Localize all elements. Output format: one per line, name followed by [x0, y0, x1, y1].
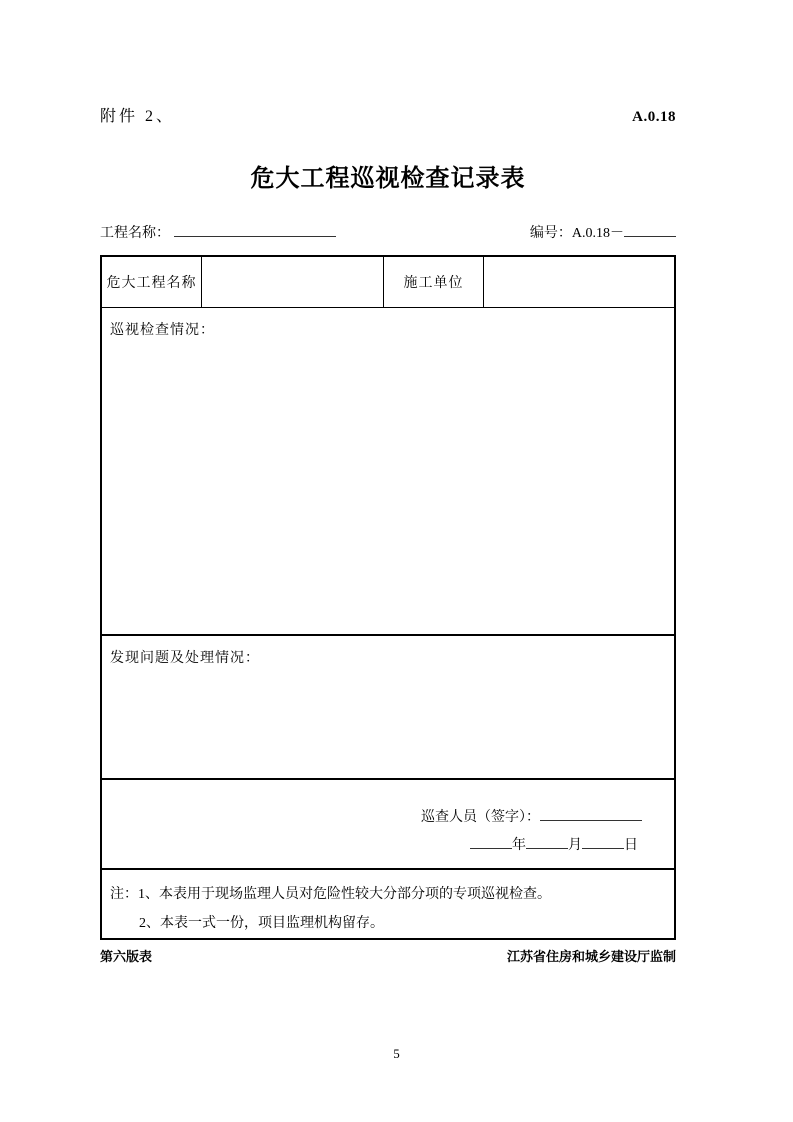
- form-code-label: A.0.18: [632, 109, 676, 125]
- form-number-prefix: A.0.18－: [571, 226, 624, 241]
- month-blank-line: [526, 836, 568, 849]
- day-blank-line: [582, 836, 624, 849]
- signer-line: [421, 804, 642, 832]
- patrol-inspection-section: [102, 308, 674, 636]
- problems-handling-label: 发现问题及处理情况：: [110, 651, 260, 667]
- form-number-field: [530, 222, 676, 242]
- year-blank-line: [470, 836, 512, 849]
- project-name-field: [100, 222, 336, 242]
- attachment-label: 附件 2、: [100, 108, 176, 125]
- day-label: 日: [624, 837, 638, 853]
- notes-section: [102, 870, 674, 938]
- note-line-2: 2、本表一式一份，项目监理机构留存。: [139, 915, 384, 931]
- signer-blank-line: [540, 808, 642, 821]
- footer-version-label: 第六版表: [100, 949, 153, 964]
- form-table: [100, 255, 676, 940]
- page-header: [100, 103, 676, 126]
- year-label: 年: [512, 837, 526, 853]
- form-number-label: 编号：: [529, 226, 572, 241]
- patrol-inspection-label: 巡视检查情况：: [110, 322, 215, 338]
- signer-label: 巡查人员（签字）：: [421, 809, 540, 825]
- note-line-1: 注：1、本表用于现场监理人员对危险性较大分部分项的专项巡视检查。: [110, 886, 551, 902]
- construction-unit-label-cell: 施工单位: [384, 257, 484, 307]
- footer-authority-label: 江苏省住房和城乡建设厅监制: [506, 949, 676, 964]
- danger-project-name-label-cell: 危大工程名称: [102, 257, 202, 307]
- signature-date-line: [470, 832, 638, 860]
- project-name-blank-line: [174, 224, 336, 237]
- table-row-header-info: [102, 257, 674, 308]
- page-title: 危大工程巡视检查记录表: [250, 165, 526, 192]
- page-footer: [100, 946, 676, 965]
- construction-unit-value-cell: [484, 257, 674, 307]
- signature-section: [102, 780, 674, 870]
- meta-row: [100, 222, 676, 242]
- project-name-label: 工程名称：: [100, 226, 170, 241]
- title-row: [100, 158, 676, 193]
- problems-handling-section: [102, 636, 674, 780]
- page-number: 5: [393, 1046, 400, 1061]
- month-label: 月: [568, 837, 582, 853]
- form-number-blank-line: [624, 224, 676, 237]
- danger-project-name-value-cell: [202, 257, 384, 307]
